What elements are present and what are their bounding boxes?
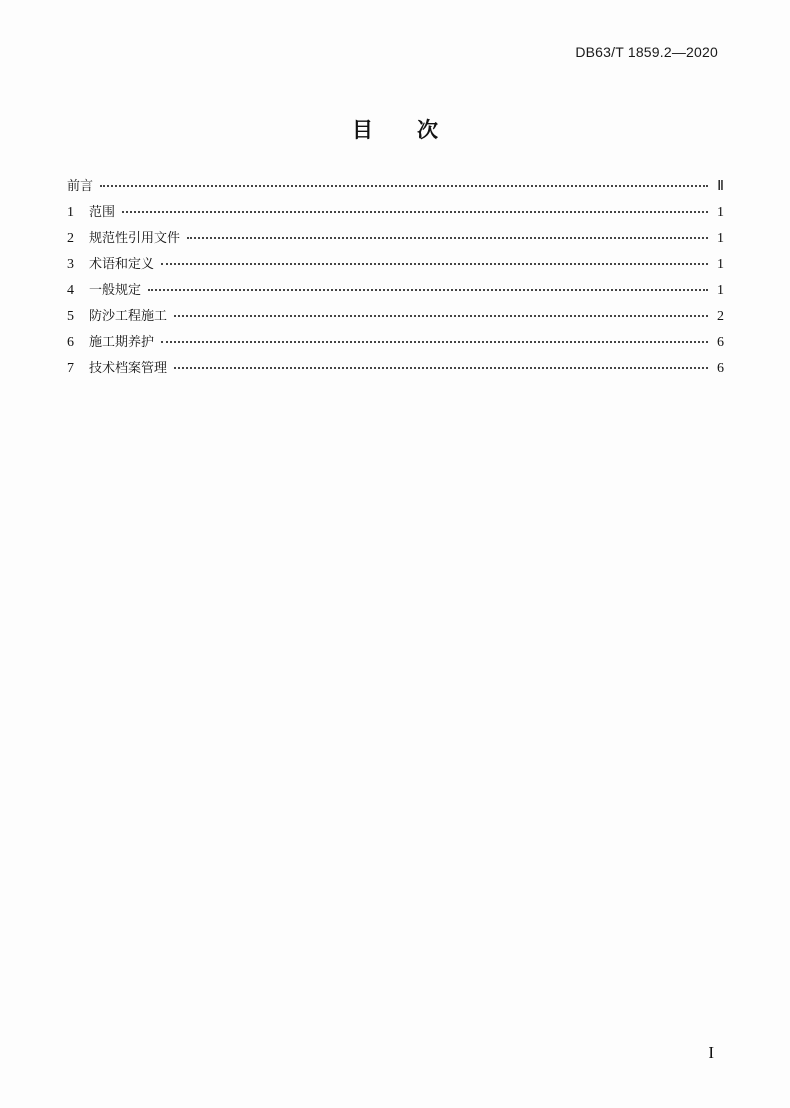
toc-entry-general-provisions[interactable]	[67, 281, 724, 307]
toc-entry-technical-archives[interactable]	[67, 359, 724, 385]
dot-leader	[174, 367, 708, 369]
toc-list	[67, 177, 724, 385]
toc-entry-number: 7	[67, 361, 74, 376]
toc-entry-page: 2	[717, 309, 724, 324]
toc-entry-number: 2	[67, 231, 74, 246]
toc-entry-terms-definitions[interactable]	[67, 255, 724, 281]
dot-leader	[100, 185, 708, 187]
toc-entry-scope[interactable]	[67, 203, 724, 229]
toc-entry-page: 6	[717, 335, 724, 350]
toc-entry-sand-prevention-construction[interactable]	[67, 307, 724, 333]
dot-leader	[187, 237, 708, 239]
dot-leader	[161, 263, 708, 265]
toc-entry-page: 1	[717, 231, 724, 246]
standard-code: DB63/T 1859.2—2020	[575, 44, 718, 60]
toc-entry-label: 术语和定义	[89, 257, 155, 272]
toc-entry-page: 6	[717, 361, 724, 376]
dot-leader	[148, 289, 708, 291]
toc-entry-number: 6	[67, 335, 74, 350]
toc-entry-number: 3	[67, 257, 74, 272]
toc-entry-page: 1	[717, 257, 724, 272]
toc-title-char-2: 次	[417, 118, 438, 142]
toc-entry-label: 防沙工程施工	[89, 309, 168, 324]
toc-entry-number: 4	[67, 283, 74, 298]
toc-entry-label: 施工期养护	[89, 335, 155, 350]
toc-entry-label: 一般规定	[89, 283, 142, 298]
toc-entry-label: 规范性引用文件	[89, 231, 181, 246]
dot-leader	[161, 341, 708, 343]
toc-entry-page: 1	[717, 283, 724, 298]
toc-entry-foreword[interactable]	[67, 177, 724, 203]
toc-title	[0, 114, 790, 144]
dot-leader	[122, 211, 708, 213]
toc-entry-label: 范围	[89, 205, 116, 220]
toc-entry-normative-references[interactable]	[67, 229, 724, 255]
toc-entry-construction-maintenance[interactable]	[67, 333, 724, 359]
toc-entry-label: 技术档案管理	[89, 361, 168, 376]
page-number: I	[708, 1043, 714, 1062]
toc-title-char-1: 目	[352, 118, 373, 142]
toc-entry-number: 1	[67, 205, 74, 220]
toc-entry-page: Ⅱ	[717, 179, 724, 194]
toc-entry-page: 1	[717, 205, 724, 220]
dot-leader	[174, 315, 708, 317]
toc-entry-label: 前言	[67, 179, 94, 194]
toc-entry-number: 5	[67, 309, 74, 324]
